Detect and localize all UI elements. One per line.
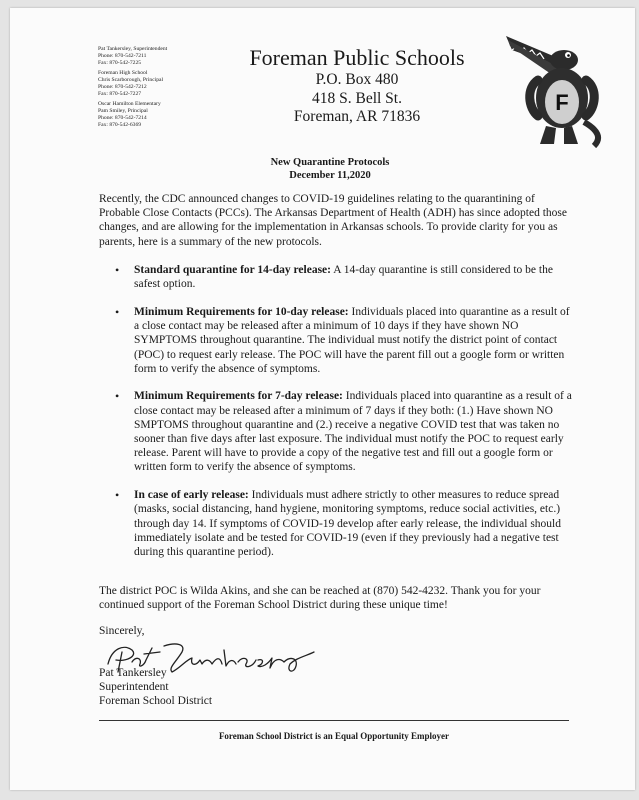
protocol-text: A 14-day quarantine is still considered to be the safest option. bbox=[134, 264, 553, 291]
protocol-item bbox=[114, 488, 574, 559]
signature-block bbox=[99, 666, 212, 709]
contact-school: Foreman High School bbox=[98, 70, 148, 77]
letter-page bbox=[10, 8, 635, 790]
closing-paragraph: The district POC is Wilda Akins, and she can be reached at (870) 542-4232. Thank you for your continued support of the Foreman School District during these unique time! bbox=[99, 585, 541, 612]
mascot-letter: F bbox=[555, 90, 569, 115]
contact-fax: Fax: 870-542-6369 bbox=[98, 122, 142, 129]
protocol-text: Individuals placed into quarantine as a result of a close contact may be released after a minimum of 10 days if they have shown NO SYMPTOMS throughout quarantine. The individual must notify the district point of contact (POC) to request early release. The POC will have the parent fill out a google form or written form to verify the absence of symptoms. bbox=[134, 305, 570, 375]
gator-mascot-icon bbox=[498, 30, 608, 148]
address-line: 418 S. Bell St. bbox=[311, 89, 402, 107]
intro-paragraph: Recently, the CDC announced changes to COVID-19 guidelines relating to the quarantining of Probable Close Contacts (PCCs). The Arkansas Department of Health (ADH) has since adopted those changes, and are allowing for the implementation in Arkansas schools. To provide clarity for you as parents, here is a summary of the new protocols. bbox=[99, 193, 567, 248]
address-line: P.O. Box 480 bbox=[315, 71, 399, 88]
protocol-heading: Minimum Requirements for 10-day release: bbox=[134, 305, 349, 318]
title-date: December 11,2020 bbox=[289, 170, 371, 181]
protocol-heading: In case of early release: bbox=[134, 489, 249, 502]
protocol-heading: Minimum Requirements for 7-day release: bbox=[134, 390, 343, 403]
signer-name: Pat Tankersley bbox=[99, 667, 167, 679]
sincerely-line: Sincerely, bbox=[99, 625, 145, 637]
contact-fax: Fax: 870-542-7227 bbox=[98, 90, 142, 97]
protocol-list bbox=[114, 263, 574, 573]
letterhead bbox=[232, 45, 482, 127]
document-title bbox=[190, 156, 470, 182]
contact-phone: Phone: 870-542-7214 bbox=[98, 115, 147, 122]
contact-name: Pam Smiley, Principal bbox=[98, 108, 148, 115]
contact-list bbox=[98, 46, 238, 132]
contact-phone: Phone: 870-542-7211 bbox=[98, 52, 147, 59]
title-line: New Quarantine Protocols bbox=[270, 157, 390, 168]
protocol-item bbox=[114, 305, 574, 376]
footer-text: Foreman School District is an Equal Opportunity Employer bbox=[218, 731, 450, 741]
protocol-item bbox=[114, 389, 574, 474]
school-name: Foreman Public Schools bbox=[249, 45, 465, 70]
address-line: Foreman, AR 71836 bbox=[293, 108, 421, 125]
contact-fax: Fax: 870-542-7225 bbox=[98, 59, 142, 66]
contact-phone: Phone: 870-542-7212 bbox=[98, 84, 147, 91]
protocol-text: Individuals must adhere strictly to other measures to reduce spread (masks, social distancing, hand hygiene, monitoring symptoms, reduce social activities, etc.) through day 14. If symptoms of COVID-19 develop after early release, the individual should immediately isolate and be tested for COVID-19 (even if they previously had a negative test during this quarantine period). bbox=[134, 489, 561, 558]
protocol-heading: Standard quarantine for 14-day release: bbox=[134, 264, 331, 276]
signer-org: Foreman School District bbox=[99, 695, 213, 708]
contact-school: Oscar Hamilton Elementary bbox=[98, 101, 161, 108]
protocol-item bbox=[114, 263, 574, 291]
contact-superintendent bbox=[98, 46, 238, 67]
contact-high-school bbox=[98, 70, 238, 98]
contact-name: Pat Tankersley, Superintendent bbox=[98, 46, 168, 52]
footer-divider bbox=[99, 720, 569, 721]
signer-title: Superintendent bbox=[99, 681, 169, 694]
protocol-text: Individuals placed into quarantine as a result of a close contact may be released after a minimum of 7 days if they both: (1.) Have shown NO SMPTOMS throughout quarantine and (2.) receive a negative COVID test that was taken no sooner than five days after last exposure. The individual must notify the POC to request early release. Parent will have to provide a copy of the negative test and fill out a google form or written form to verify the absence of symptoms. bbox=[134, 390, 572, 474]
contact-elementary bbox=[98, 101, 238, 129]
contact-name: Chris Scarborough, Principal bbox=[98, 77, 164, 84]
